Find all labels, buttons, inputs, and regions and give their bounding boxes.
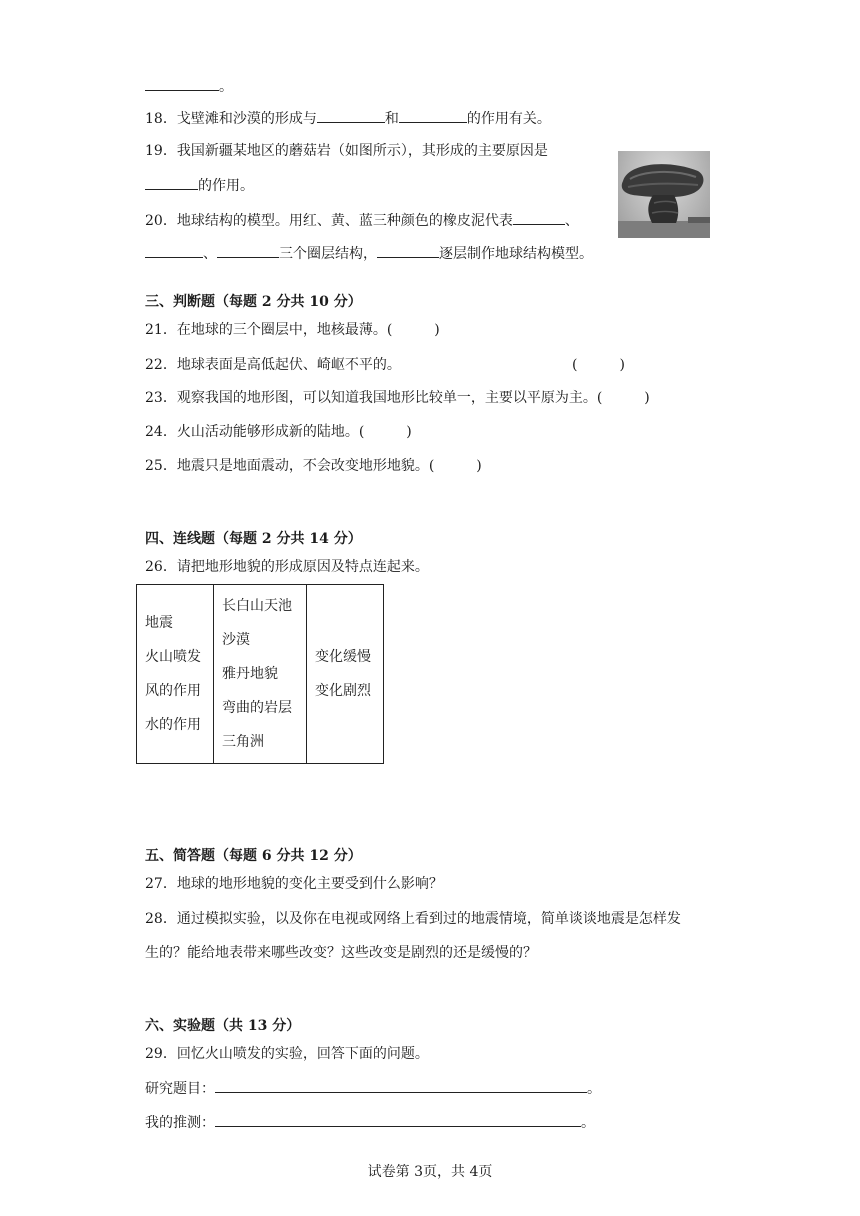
section-6-heading: 六、实验题（共 13 分） xyxy=(145,1018,301,1034)
question-19: 19．我国新疆某地区的蘑菇岩（如图所示），其形成的主要原因是 xyxy=(145,143,548,159)
mushroom-rock-image xyxy=(618,151,710,238)
landform-item[interactable]: 沙漠 xyxy=(222,632,250,648)
question-19-cont: 的作用。 xyxy=(145,175,254,196)
landform-item[interactable]: 弯曲的岩层 xyxy=(222,700,292,716)
research-topic-line: 研究题目： 。 xyxy=(145,1078,601,1099)
answer-blank[interactable] xyxy=(377,243,439,258)
feature-item[interactable]: 变化缓慢 xyxy=(315,649,371,665)
cause-item[interactable]: 火山喷发 xyxy=(145,649,201,665)
answer-blank[interactable] xyxy=(145,243,203,258)
page-footer: 试卷第 3页，共 4页 xyxy=(367,1164,493,1180)
question-20: 20．地球结构的模型。用红、黄、蓝三种颜色的橡皮泥代表 、 xyxy=(145,210,579,231)
matching-table xyxy=(136,584,384,764)
question-22-bracket: ( ) xyxy=(572,357,625,373)
answer-blank[interactable] xyxy=(399,108,467,123)
research-topic-blank[interactable] xyxy=(215,1078,587,1093)
cause-item[interactable]: 水的作用 xyxy=(145,717,201,733)
answer-blank[interactable] xyxy=(145,76,219,91)
cause-item[interactable]: 风的作用 xyxy=(145,683,201,699)
landform-item[interactable]: 雅丹地貌 xyxy=(222,666,278,682)
question-26: 26．请把地形地貌的形成原因及特点连起来。 xyxy=(145,559,429,575)
section-3-heading: 三、判断题（每题 2 分共 10 分） xyxy=(145,294,362,310)
question-23: 23．观察我国的地形图，可以知道我国地形比较单一，主要以平原为主。( ) xyxy=(145,390,650,406)
question-24: 24．火山活动能够形成新的陆地。( ) xyxy=(145,424,412,440)
features-column xyxy=(307,585,384,764)
cause-item[interactable]: 地震 xyxy=(145,615,173,631)
question-18: 18．戈壁滩和沙漠的形成与 和 的作用有关。 xyxy=(145,108,551,129)
answer-blank[interactable] xyxy=(317,108,385,123)
landform-item[interactable]: 长白山天池 xyxy=(222,598,292,614)
question-29: 29．回忆火山喷发的实验，回答下面的问题。 xyxy=(145,1046,429,1062)
question-21: 21．在地球的三个圈层中，地核最薄。( ) xyxy=(145,322,440,338)
question-20-cont: 、 三个圈层结构， 逐层制作地球结构模型。 xyxy=(145,243,593,264)
answer-blank[interactable] xyxy=(513,210,565,225)
feature-item[interactable]: 变化剧烈 xyxy=(315,683,371,699)
question-22: 22．地球表面是高低起伏、崎岖不平的。 xyxy=(145,357,401,373)
question-25: 25．地震只是地面震动，不会改变地形地貌。( ) xyxy=(145,458,482,474)
question-28-cont: 生的？能给地表带来哪些改变？这些改变是剧烈的还是缓慢的？ xyxy=(145,945,537,961)
section-5-heading: 五、简答题（每题 6 分共 12 分） xyxy=(145,848,362,864)
answer-blank[interactable] xyxy=(145,175,198,190)
landforms-column xyxy=(214,585,307,764)
question-27: 27．地球的地形地貌的变化主要受到什么影响？ xyxy=(145,876,443,892)
landform-item[interactable]: 三角洲 xyxy=(222,734,264,750)
hypothesis-line: 我的推测： 。 xyxy=(145,1112,595,1133)
answer-blank[interactable] xyxy=(217,243,279,258)
hypothesis-blank[interactable] xyxy=(215,1112,581,1127)
causes-column xyxy=(137,585,214,764)
q17-answer-line: 。 xyxy=(145,76,233,97)
question-28: 28．通过模拟实验，以及你在电视或网络上看到过的地震情境，简单谈谈地震是怎样发 xyxy=(145,911,681,927)
section-4-heading: 四、连线题（每题 2 分共 14 分） xyxy=(145,531,362,547)
